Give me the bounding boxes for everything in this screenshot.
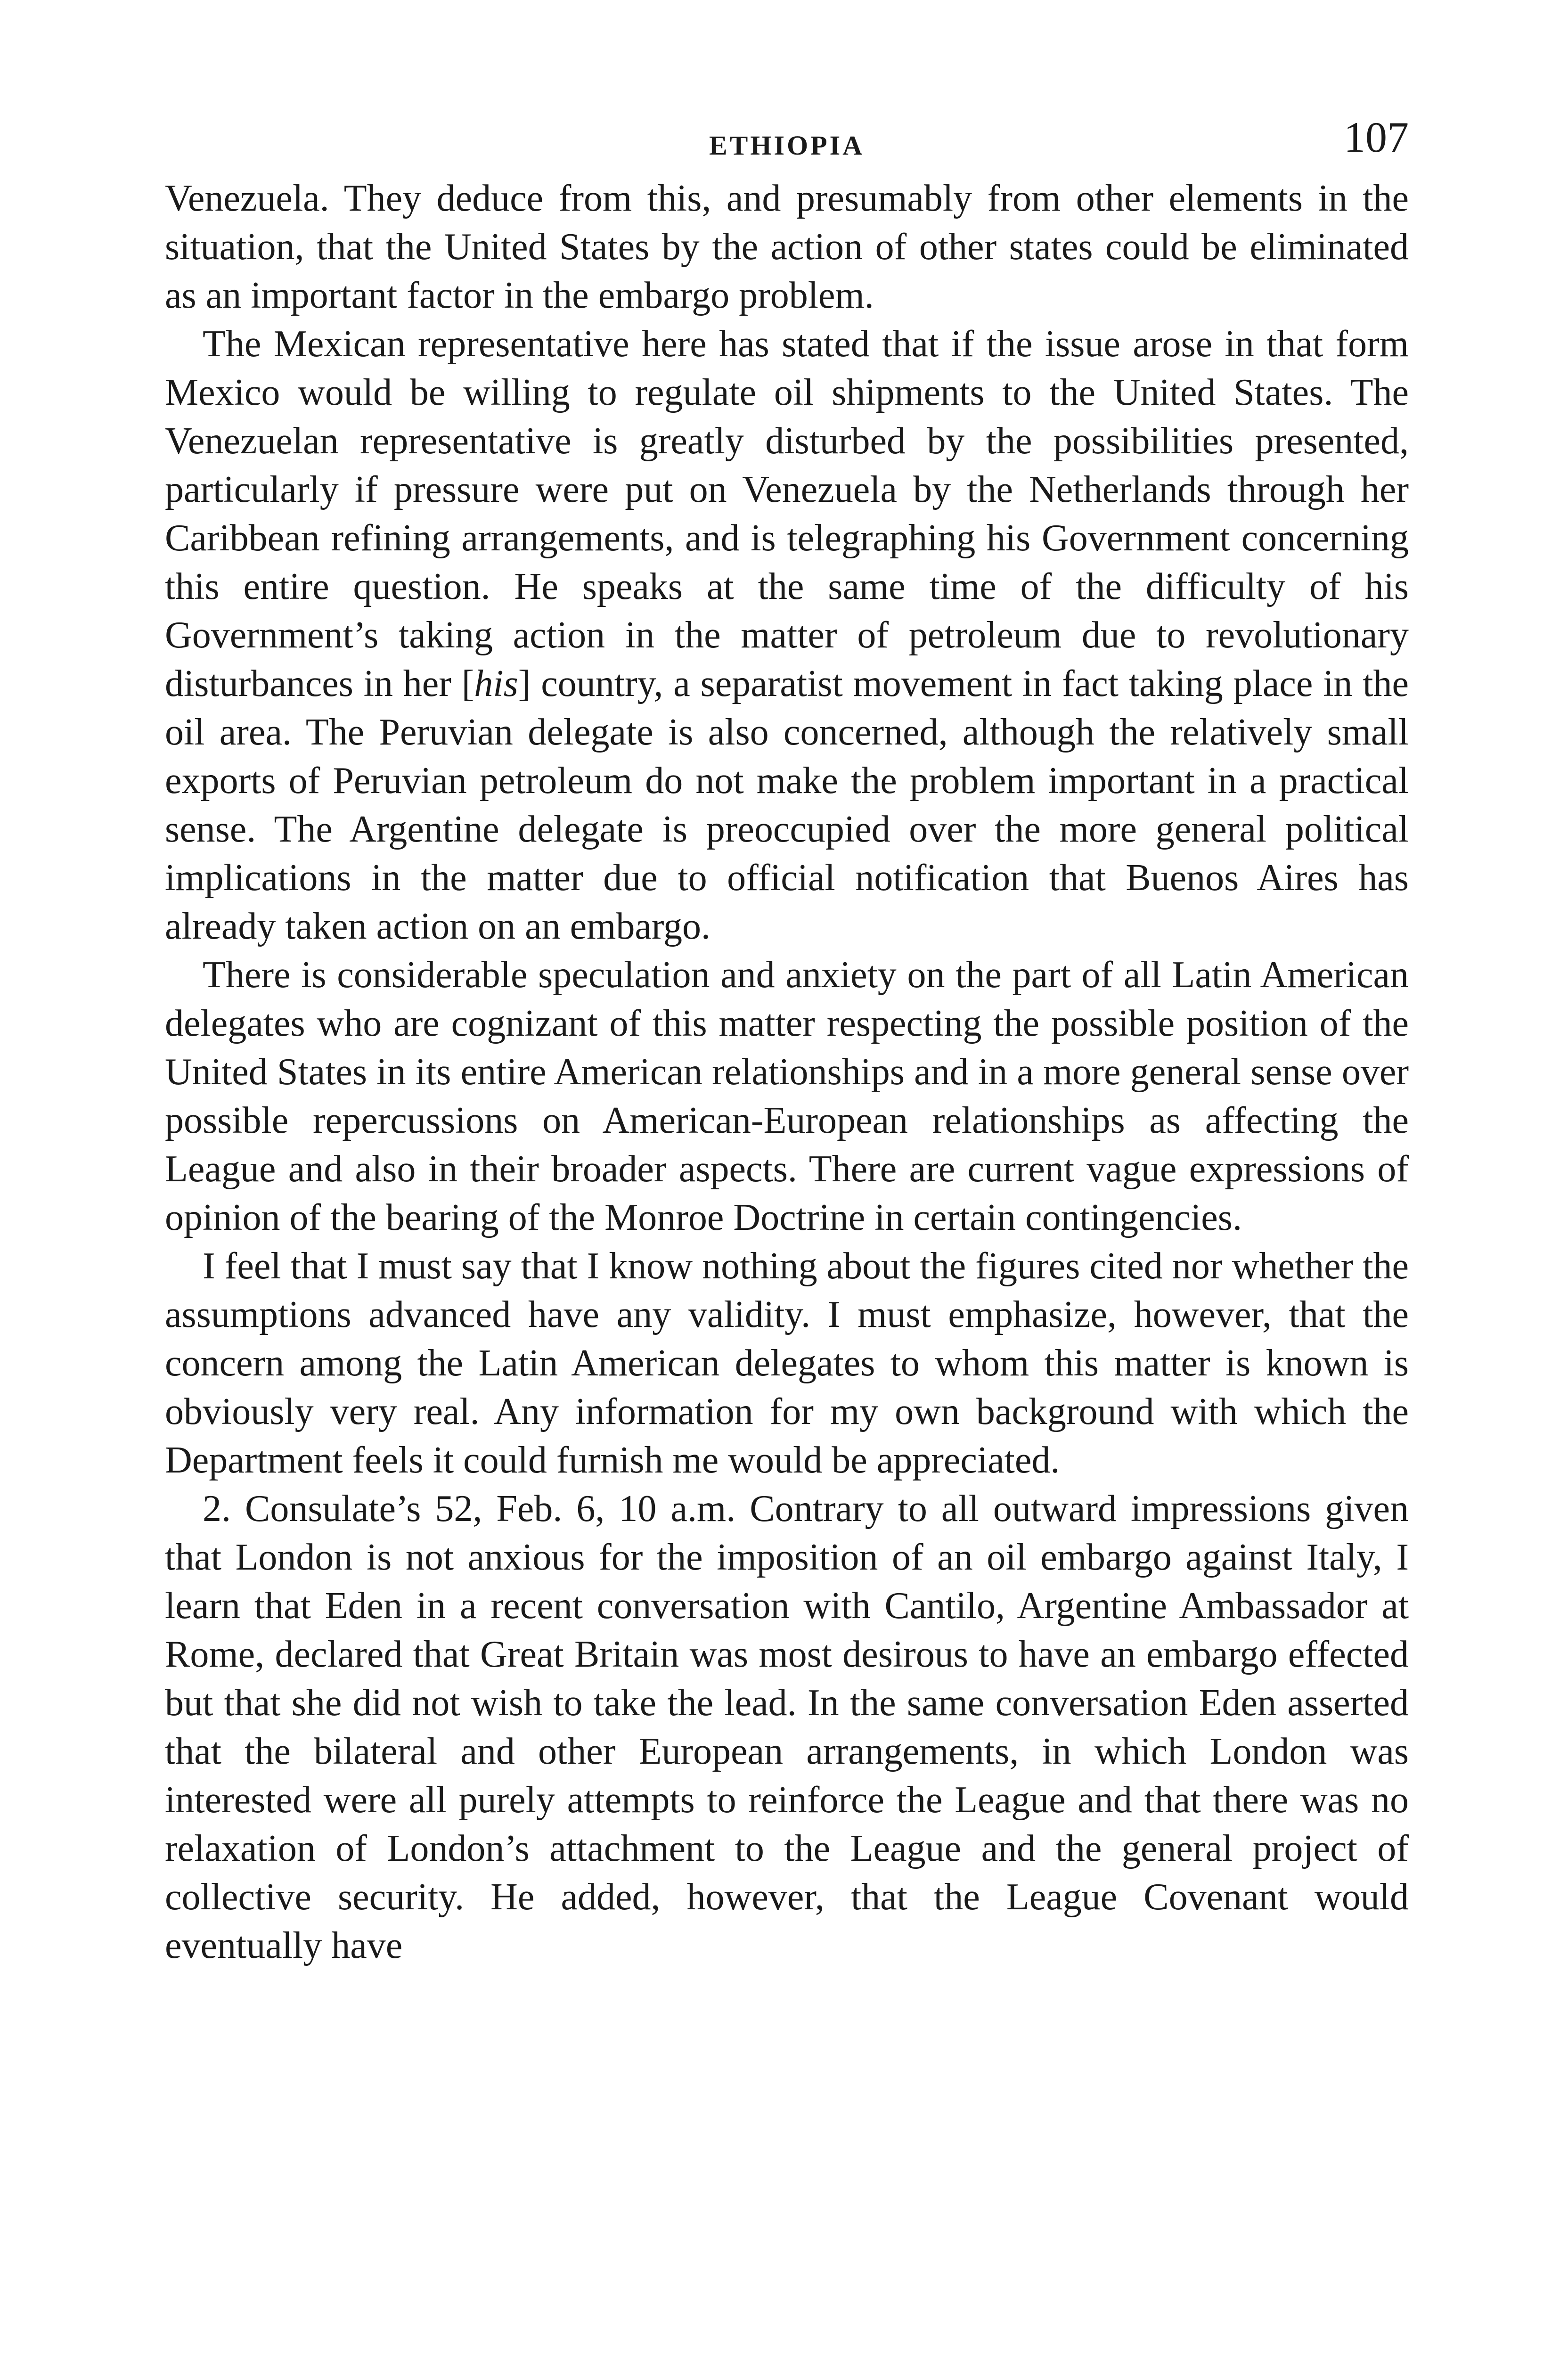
paragraph-text-part: ] country, a separatist movement in fact taking place in the oil area. The Peruvian delegate is also concerned, although the relatively small exports of Peruvian petroleum do not make the problem important in a practical sense. The Argentine delegate is preoccupied over the more general political implications in the matter due to official notification that Buenos Aires has already taken action on an embargo. (165, 663, 1409, 947)
paragraph-consulate-52: 2. Consulate’s 52, Feb. 6, 10 a.m. Contrary to all outward impressions given that London is not anxious for the imposition of an oil embargo against Italy, I learn that Eden in a recent conversation with Cantilo, Argentine Ambassador at Rome, declared that Great Britain was most desirous to have an embargo effected but that she did not wish to take the lead. In the same conversation Eden asserted that the bilateral and other European arrangements, in which London was interested were all purely attempts to reinforce the League and that there was no relaxation of London’s attachment to the League and the general project of collective security. He added, however, that the League Covenant would eventually have (165, 1488, 1409, 1966)
body-text (165, 174, 1409, 1970)
paragraph-text-part: The Mexican representative here has stated that if the issue arose in that form Mexico would be willing to regulate oil shipments to the United States. The Venezuelan representative is greatly disturbed by the possibilities presented, particularly if pressure were put on Venezuela by the Netherlands through her Caribbean refining arrangements, and is telegraphing his Government concerning this entire question. He speaks at the same time of the difficulty of his Government’s taking action in the matter of petroleum due to revolutionary disturbances in her [ (165, 323, 1409, 704)
paragraph-figures-cited: I feel that I must say that I know nothing about the figures cited nor whether the assumptions advanced have any validity. I must emphasize, however, that the concern among the Latin American delegates to whom this matter is known is obviously very real. Any information for my own background with which the Department feels it could furnish me would be appreciated. (165, 1245, 1409, 1481)
paragraph-mexican-representative (165, 320, 1409, 951)
running-head (165, 104, 1409, 170)
italic-insertion: his (474, 663, 518, 704)
document-page (165, 104, 1409, 1970)
paragraph-speculation: There is considerable speculation and anxiety on the part of all Latin American delegates who are cognizant of this matter respecting the possible position of the United States in its entire American relationships and in a more general sense over possible repercussions on American-European relationships as affecting the League and also in their broader aspects. There are current vague expressions of opinion of the bearing of the Monroe Doctrine in certain contingencies. (165, 954, 1409, 1238)
running-title: ETHIOPIA (709, 130, 865, 161)
page-number: 107 (1344, 113, 1409, 161)
paragraph-continuation: Venezuela. They deduce from this, and presumably from other elements in the situation, that the United States by the action of other states could be eliminated as an important factor in the embargo problem. (165, 178, 1409, 316)
